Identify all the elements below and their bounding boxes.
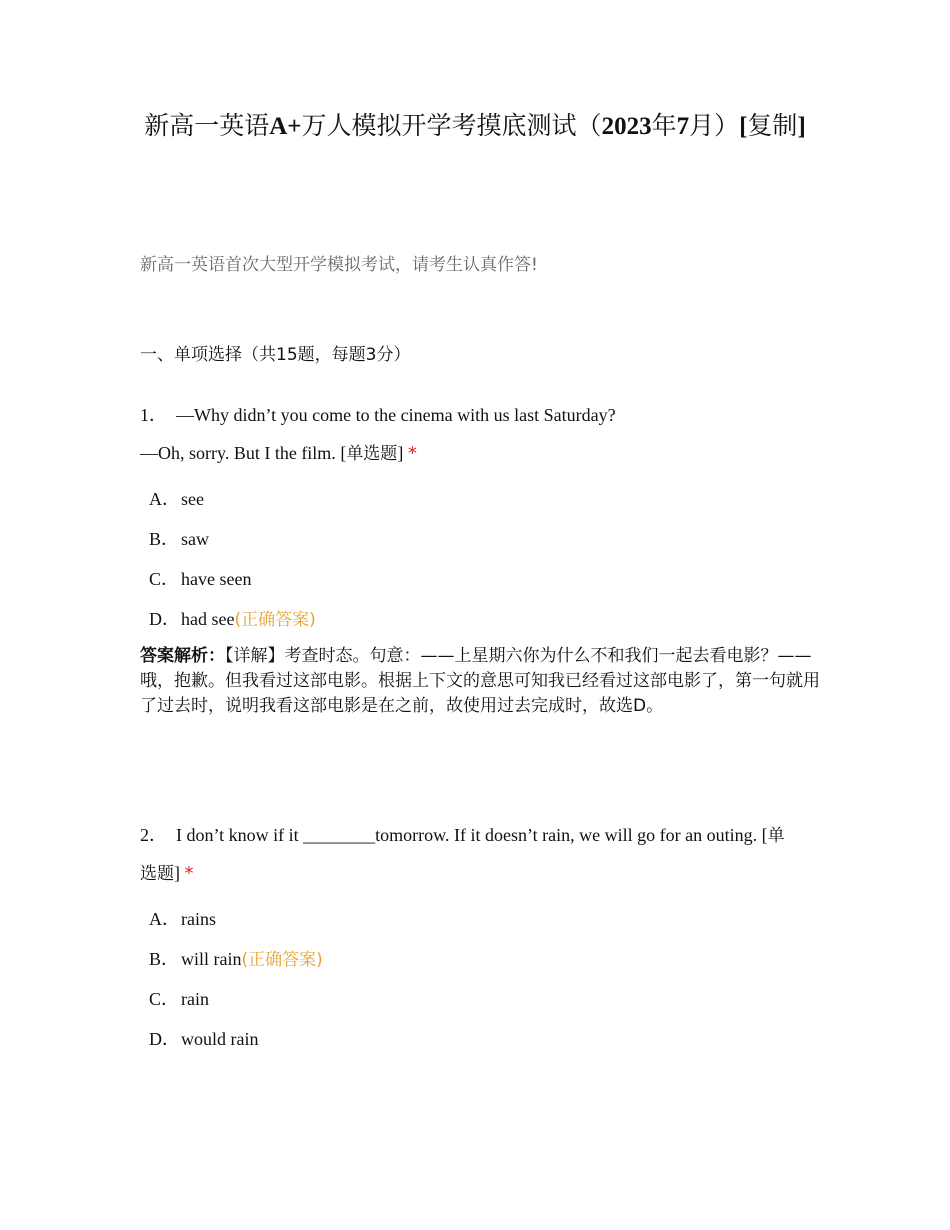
- section-heading: 一、单项选择（共15题，每题3分）: [140, 345, 411, 365]
- title-text: A+: [269, 113, 302, 140]
- option-text: had see: [181, 609, 235, 629]
- title-text: 2023: [601, 113, 652, 140]
- option-letter: C．: [149, 989, 180, 1009]
- title-text: 7: [676, 113, 690, 140]
- option-letter: C．: [149, 569, 180, 589]
- question-1-option-a[interactable]: [149, 485, 749, 511]
- title-text: 年: [651, 113, 677, 140]
- page-title: [140, 108, 810, 146]
- option-letter: B．: [149, 529, 180, 549]
- title-text: 复制: [747, 113, 798, 140]
- option-text: rains: [181, 909, 216, 929]
- analysis-text: 【详解】考查时态。句意：——上星期六你为什么不和我们一起去看电影？——哦，抱歉。但我看过这部电影。根据上下文的意思可知我已经看过这部电影了，第一句就用了过去时，说明我看这部电影是在之前，故使用过去完成时，故选D。: [140, 646, 820, 716]
- survey-description: 新高一英语首次大型开学模拟考试，请考生认真作答!: [140, 255, 538, 275]
- title-text: 万人模拟开学考摸底测试（: [301, 113, 602, 140]
- question-text: I don’t know if it ________tomorrow. If it doesn’t rain, we will go for an outing. [: [176, 825, 768, 845]
- required-mark: *: [407, 443, 417, 464]
- title-text: 新高一英语: [144, 113, 270, 140]
- option-text: rain: [181, 989, 209, 1009]
- question-type: 单选题: [346, 444, 398, 464]
- option-text: see: [181, 489, 204, 509]
- question-number: 1．: [140, 405, 167, 425]
- option-letter: A．: [149, 909, 180, 929]
- question-1-prompt-line2: [140, 439, 810, 464]
- title-text: 月）: [689, 113, 740, 140]
- question-1-option-c[interactable]: [149, 565, 749, 591]
- question-type-bracket: ]: [397, 443, 404, 463]
- analysis-label: 答案解析：: [140, 646, 225, 666]
- question-type: 选题: [140, 864, 174, 884]
- answer-analysis: [140, 644, 820, 719]
- question-2-option-b[interactable]: [149, 945, 749, 971]
- question-1-prompt: [140, 401, 810, 427]
- option-letter: D．: [149, 1029, 180, 1049]
- option-letter: B．: [149, 949, 180, 969]
- question-2-prompt-line2: [140, 859, 810, 884]
- option-letter: D．: [149, 609, 180, 629]
- correct-answer-tag: (正确答案): [234, 610, 316, 630]
- option-text: have seen: [181, 569, 252, 589]
- question-2-option-c[interactable]: [149, 985, 749, 1011]
- option-text: saw: [181, 529, 209, 549]
- question-1-option-d[interactable]: [149, 605, 749, 631]
- question-2-option-a[interactable]: [149, 905, 749, 931]
- question-type-bracket: ]: [174, 863, 180, 883]
- question-text: —Why didn’t you come to the cinema with us last Saturday?: [176, 405, 616, 425]
- required-mark: *: [184, 863, 194, 884]
- question-number: 2．: [140, 825, 167, 845]
- option-letter: A．: [149, 489, 180, 509]
- question-text: —Oh, sorry. But I the film.: [140, 443, 341, 463]
- option-text: will rain: [181, 949, 242, 969]
- title-text: ]: [797, 113, 806, 140]
- correct-answer-tag: (正确答案): [241, 950, 323, 970]
- title-text: [: [739, 113, 748, 140]
- question-1-option-b[interactable]: [149, 525, 749, 551]
- question-type: 单: [767, 826, 785, 846]
- option-text: would rain: [181, 1029, 259, 1049]
- question-type-bracket: [: [340, 443, 347, 463]
- question-2-option-d[interactable]: [149, 1025, 749, 1051]
- question-2-prompt: [140, 821, 810, 847]
